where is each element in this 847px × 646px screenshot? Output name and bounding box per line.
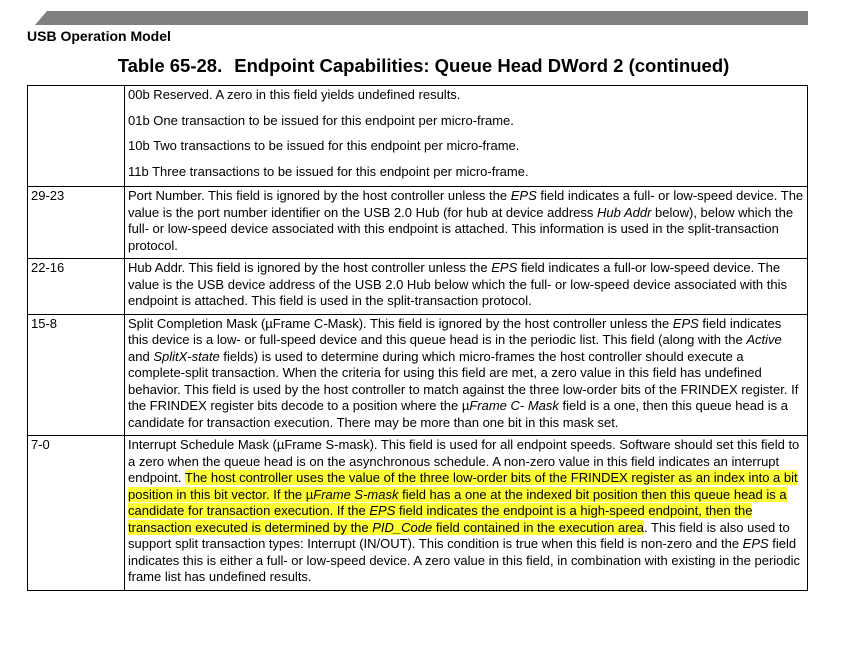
text-run: field has a one at the indexed bit position then this queue head is a candidate for transaction execution. If the: [128, 486, 787, 518]
header-bar: [35, 11, 808, 25]
table-row: [28, 187, 808, 259]
field-ref: PID_Code: [372, 519, 433, 535]
field-ref: Hub Addr: [596, 204, 652, 220]
description-cell: [125, 436, 808, 591]
description-line: 00b Reserved. A zero in this field yields undefined results.: [128, 87, 461, 102]
endpoint-capabilities-table: [27, 85, 808, 591]
bits-cell: 15-8: [28, 314, 125, 436]
bits-cell: 7-0: [28, 436, 125, 591]
field-ref: EPS: [742, 536, 769, 551]
description-cell: [125, 86, 808, 187]
bits-cell: 22-16: [28, 259, 125, 315]
description-cell: [125, 259, 808, 315]
table-row: [28, 259, 808, 315]
table-row: [28, 314, 808, 436]
text-run: and: [128, 348, 154, 364]
bits-cell: [28, 86, 125, 187]
description-line: 10b Two transactions to be issued for this endpoint per micro-frame.: [128, 138, 520, 153]
description-cell: [125, 187, 808, 259]
bits-cell: 29-23: [28, 187, 125, 259]
section-title: USB Operation Model: [27, 28, 171, 44]
text-run: field indicates this device is a low- or full-speed device and this queue head is in the periodic list. This field (along with the: [128, 315, 782, 347]
table-row: [28, 86, 808, 187]
field-ref: EPS: [491, 260, 518, 275]
text-run: Hub Addr. This field is ignored by the host controller unless the: [128, 260, 492, 275]
text-run: field is a one, then this queue head is a candidate for transaction execution. There may be more than one bit in this mask set.: [128, 398, 788, 430]
text-run: . This field is also used to support split transaction types: Interrupt (IN/OUT). This condition is true when this field is non-zero and the: [128, 519, 790, 551]
description-line: 01b One transaction to be issued for this endpoint per micro-frame.: [128, 112, 514, 128]
field-ref: SplitX-state: [153, 348, 220, 364]
table-row: [28, 436, 808, 591]
text-run: Interrupt Schedule Mask (µFrame S-mask). This field is used for all endpoint speeds. Software should set this field to a zero when the queue head is on the asynchronous schedule. A non-zero value in this field indicates an interrupt endpoint.: [128, 437, 800, 485]
table-number: Table 65-28.: [117, 55, 223, 76]
field-ref: Frame S-mask: [313, 486, 399, 502]
field-ref: EPS: [510, 188, 537, 203]
text-run: field contained in the execution area: [432, 519, 645, 535]
table-title: Endpoint Capabilities: Queue Head DWord 2 (continued): [234, 55, 730, 76]
text-run: field indicates a full- or low-speed device. The value is the port number identifier on the USB 2.0 Hub (for hub at device address: [128, 188, 804, 220]
description-line: 11b Three transactions to be issued for this endpoint per micro-frame.: [128, 163, 529, 179]
field-ref: Frame C- Mask: [469, 398, 559, 413]
text-run: field indicates the endpoint is a high-speed endpoint, then the transaction executed is determined by the: [128, 503, 753, 535]
description-cell: [125, 314, 808, 436]
field-ref: EPS: [672, 315, 699, 331]
text-run: Split Completion Mask (µFrame C-Mask). This field is ignored by the host controller unless the: [128, 315, 673, 331]
text-run: Port Number. This field is ignored by the host controller unless the: [128, 188, 511, 203]
text-run: fields) is used to determine during which micro-frames the host controller should execute a complete-split transaction. When the criteria for using this field are met, a zero value in this field has undefined behavior. This field is used by the host controller to match against the three low-order bits of the FRINDEX register. If the FRINDEX register bits decode to a position where the µ: [128, 348, 799, 413]
table-caption: [0, 54, 847, 78]
field-ref: EPS: [369, 503, 396, 518]
text-run: field indicates a full-or low-speed device. The value is the USB device address of the USB 2.0 Hub below which the full- or low-speed device associated with this endpoint is attached. This field is used in the split-transaction protocol.: [128, 260, 788, 308]
text-run: The host controller uses the value of the three low-order bits of the FRINDEX register as an index into a bit position in this bit vector. If the µ: [128, 470, 798, 502]
field-ref: Active: [746, 332, 782, 347]
text-run: below), below which the full- or low-speed device associated with this endpoint is attached. This information is used in the split-transaction protocol.: [128, 204, 794, 253]
text-run: field indicates this is either a full- or low-speed device. A zero value in this field, in combination with existing in the periodic frame list has undefined results.: [128, 536, 801, 584]
